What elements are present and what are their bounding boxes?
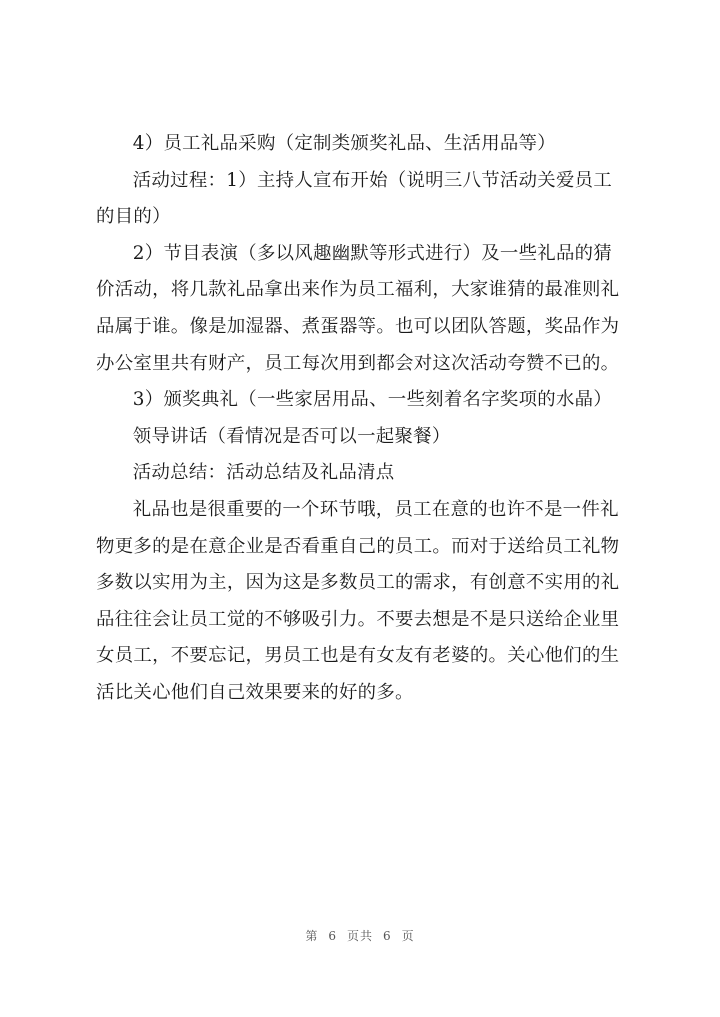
paragraph xyxy=(96,492,636,712)
page-footer xyxy=(0,927,720,944)
paragraph-line: 多数以实用为主，因为这是多数员工的需求，有创意不实用的礼 xyxy=(96,572,620,594)
paragraph-line: 活比关心他们自己效果要来的好的多。 xyxy=(96,681,414,703)
paragraph xyxy=(96,236,636,382)
footer-suffix: 页 xyxy=(401,929,415,943)
paragraph-line: 品往往会让员工觉的不够吸引力。不要去想是不是只送给企业里 xyxy=(96,608,620,630)
paragraph-line: 物更多的是在意企业是否看重自己的员工。而对于送给员工礼物 xyxy=(96,535,620,557)
paragraph-line: 的目的） xyxy=(96,206,171,228)
document-body xyxy=(96,126,636,712)
paragraph xyxy=(96,455,636,492)
paragraph-line: 活动总结：活动总结及礼品清点 xyxy=(132,462,395,484)
paragraph-line: 品属于谁。像是加湿器、煮蛋器等。也可以团队答题，奖品作为 xyxy=(96,315,620,337)
footer-current-page: 6 xyxy=(328,929,337,943)
paragraph xyxy=(96,419,636,456)
footer-middle: 页共 xyxy=(346,929,373,943)
paragraph xyxy=(96,126,636,163)
paragraph-line: 办公室里共有财产，员工每次用到都会对这次活动夸赞不已的。 xyxy=(96,352,620,374)
paragraph-line: 2）节目表演（多以风趣幽默等形式进行）及一些礼品的猜 xyxy=(132,242,613,264)
paragraph-line: 4）员工礼品采购（定制类颁奖礼品、生活用品等） xyxy=(132,133,556,154)
paragraph-line: 3）颁奖典礼（一些家居用品、一些刻着名字奖项的水晶） xyxy=(132,389,613,411)
paragraph xyxy=(96,163,636,236)
paragraph-line: 女员工，不要忘记，男员工也是有女友有老婆的。关心他们的生 xyxy=(96,645,620,667)
paragraph-line: 礼品也是很重要的一个环节哦，员工在意的也许不是一件礼 xyxy=(132,498,619,520)
paragraph-line: 领导讲话（看情况是否可以一起聚餐） xyxy=(132,425,451,447)
footer-total-pages: 6 xyxy=(383,929,392,943)
footer-prefix: 第 xyxy=(305,929,319,943)
paragraph-line: 价活动，将几款礼品拿出来作为员工福利，大家谁猜的最准则礼 xyxy=(96,279,620,301)
paragraph-line: 活动过程：1）主持人宣布开始（说明三八节活动关爱员工 xyxy=(132,169,613,191)
paragraph xyxy=(96,382,636,419)
